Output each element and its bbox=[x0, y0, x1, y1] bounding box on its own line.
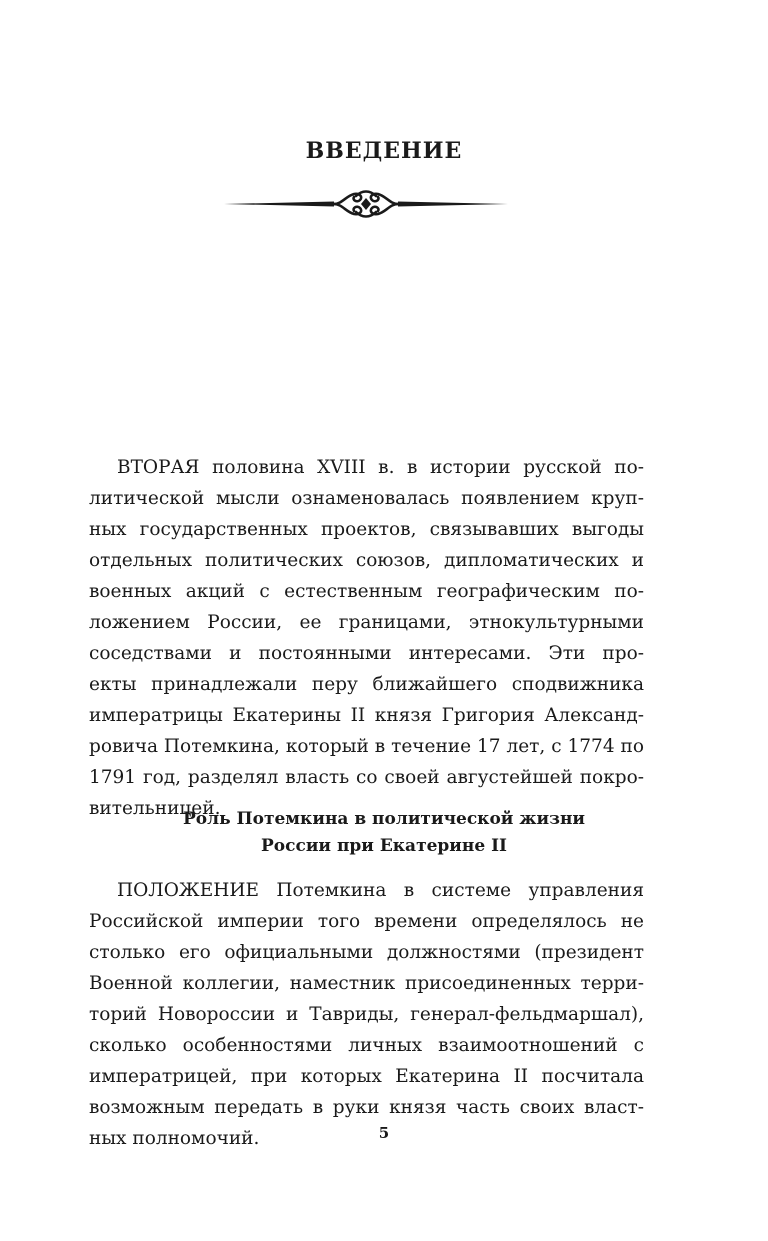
text-line: Российской империи того времени определялось не bbox=[89, 911, 644, 932]
chapter-title: ВВЕДЕНИЕ bbox=[305, 138, 463, 164]
text-line: литической мысли ознаменовалась появлением круп- bbox=[89, 488, 644, 509]
text-line: ровича Потемкина, который в течение 17 лет, с 1774 по bbox=[89, 736, 644, 757]
section-heading-line: России при Екатерине II bbox=[261, 836, 507, 856]
text-line: торий Новороссии и Тавриды, генерал-фельдмаршал), bbox=[89, 1004, 644, 1025]
text-line: ных государственных проектов, связывавших выгоды bbox=[89, 519, 644, 540]
text-line: военных акций с естественным географическим по- bbox=[89, 581, 644, 602]
ornament-divider-icon bbox=[222, 184, 510, 224]
paragraph-intro bbox=[89, 452, 644, 824]
text-line: ных полномочий. bbox=[89, 1128, 260, 1149]
section-heading bbox=[0, 806, 768, 860]
text-line: Военной коллегии, наместник присоединенных терри- bbox=[89, 973, 644, 994]
text-line: екты принадлежали перу ближайшего сподвижника bbox=[89, 674, 644, 695]
text-line: возможным передать в руки князя часть своих власт- bbox=[89, 1097, 644, 1118]
text-line: императрицы Екатерины II князя Григория Александ- bbox=[89, 705, 644, 726]
text-line: ПОЛОЖЕНИЕ Потемкина в системе управления bbox=[117, 880, 644, 901]
page-number: 5 bbox=[378, 1124, 390, 1142]
text-line: 1791 год, разделял власть со своей августейшей покро- bbox=[89, 767, 644, 788]
text-line: вительницей. bbox=[89, 798, 221, 819]
text-line: ложением России, ее границами, этнокультурными bbox=[89, 612, 644, 633]
text-line: соседствами и постоянными интересами. Эти про- bbox=[89, 643, 644, 664]
section-heading-line: Роль Потемкина в политической жизни bbox=[182, 809, 585, 829]
text-line: сколько особенностями личных взаимоотношений с bbox=[89, 1035, 644, 1056]
text-line: ВТОРАЯ половина XVIII в. в истории русской по- bbox=[117, 457, 644, 478]
text-line: отдельных политических союзов, дипломатических и bbox=[89, 550, 644, 571]
paragraph-position bbox=[89, 875, 644, 1154]
text-line: столько его официальными должностями (президент bbox=[89, 942, 644, 963]
text-line: императрицей, при которых Екатерина II посчитала bbox=[89, 1066, 644, 1087]
